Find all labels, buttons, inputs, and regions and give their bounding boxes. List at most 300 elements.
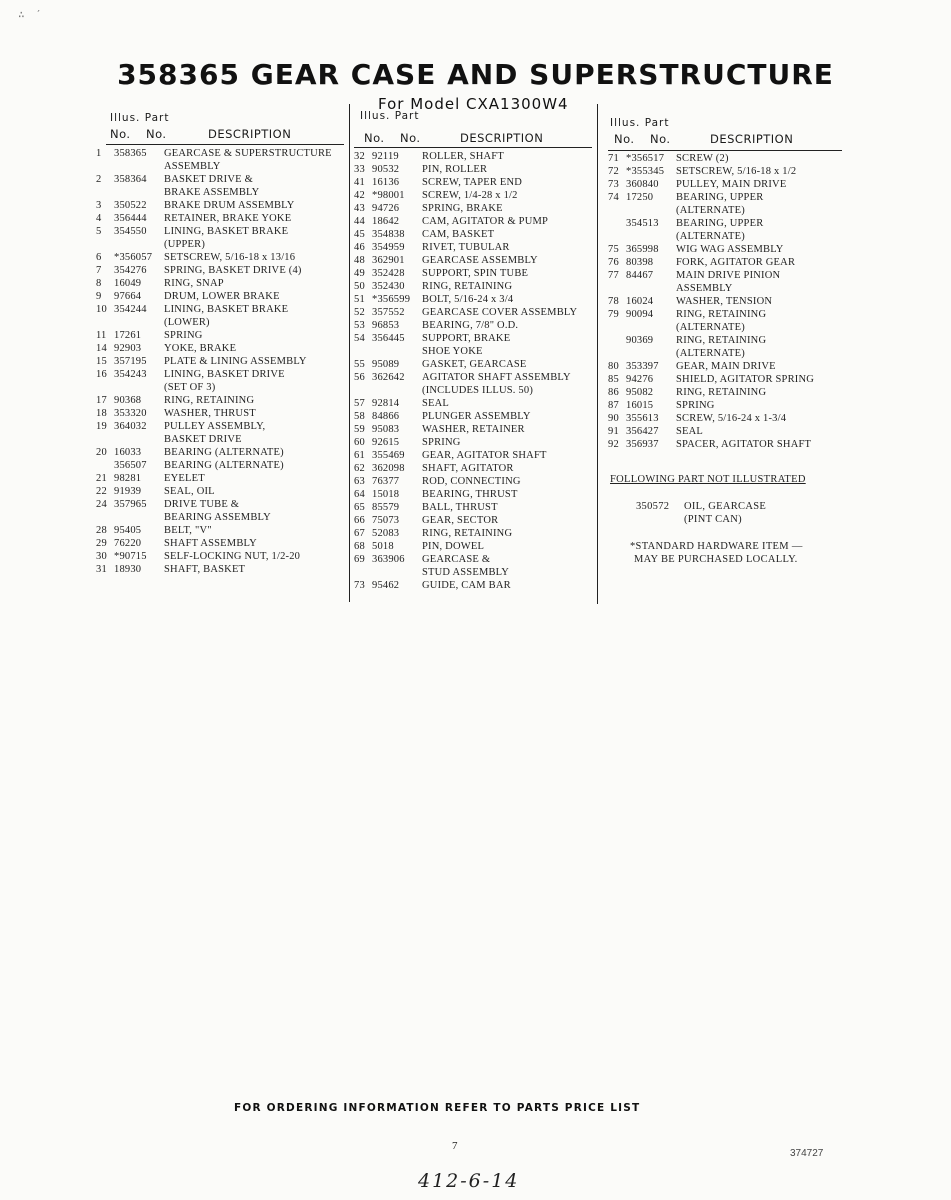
parts-row — [354, 423, 594, 436]
illus-number: 66 — [354, 515, 365, 526]
part-description: GEARCASE ASSEMBLY — [422, 255, 538, 266]
part-description: SHIELD, AGITATOR SPRING — [676, 374, 815, 385]
part-description: BRAKE DRUM ASSEMBLY — [164, 200, 295, 211]
part-number: 352430 — [372, 281, 405, 292]
parts-row — [608, 412, 848, 425]
part-number: 356427 — [626, 426, 659, 437]
part-number: 357195 — [114, 356, 147, 367]
column-header-illus-part: Illus. Part — [610, 117, 670, 129]
part-description: BEARING, UPPER — [676, 192, 764, 203]
part-number: 95089 — [372, 359, 400, 370]
part-number: 356507 — [114, 460, 147, 471]
part-number: *356599 — [372, 294, 411, 305]
part-description: WASHER, TENSION — [676, 296, 773, 307]
part-description: BEARING, 7/8" O.D. — [422, 320, 519, 331]
column-header-ill-no: No. — [364, 131, 385, 145]
parts-row — [354, 488, 594, 501]
illus-number: 57 — [354, 398, 365, 409]
illus-number: 74 — [608, 192, 619, 203]
illus-number: 29 — [96, 538, 107, 549]
part-number: 17261 — [114, 330, 142, 341]
parts-row — [354, 371, 594, 384]
column-header-rule — [106, 144, 344, 145]
illus-number: 15 — [96, 356, 107, 367]
page-number: 7 — [452, 1140, 458, 1152]
part-description: BEARING (ALTERNATE) — [164, 447, 284, 458]
illus-number: 53 — [354, 320, 365, 331]
part-description: RING, RETAINING — [422, 528, 513, 539]
part-number: 364032 — [114, 421, 147, 432]
part-description: (ALTERNATE) — [676, 322, 745, 333]
parts-row — [354, 436, 594, 449]
part-description: (ALTERNATE) — [676, 231, 745, 242]
part-description: LINING, BASKET DRIVE — [164, 369, 285, 380]
part-description: SCREW, 1/4-28 x 1/2 — [422, 190, 518, 201]
column-divider-2 — [597, 104, 598, 604]
column-divider-1 — [349, 104, 350, 602]
column-header-description: DESCRIPTION — [460, 131, 544, 145]
part-number: 362098 — [372, 463, 405, 474]
part-description: SEAL, OIL — [164, 486, 215, 497]
part-description: EYELET — [164, 473, 205, 484]
part-number: 354959 — [372, 242, 405, 253]
illus-number: 48 — [354, 255, 365, 266]
parts-row — [354, 449, 594, 462]
part-description: GEARCASE & — [422, 554, 491, 565]
part-number: 92119 — [372, 151, 399, 162]
part-number: 355613 — [626, 413, 659, 424]
part-description: BEARING, UPPER — [676, 218, 764, 229]
part-number: 363906 — [372, 554, 405, 565]
part-number: 80398 — [626, 257, 654, 268]
part-description: GEAR, MAIN DRIVE — [676, 361, 776, 372]
parts-row — [354, 241, 594, 254]
parts-row — [354, 358, 594, 371]
illus-number: 44 — [354, 216, 365, 227]
part-description: DRUM, LOWER BRAKE — [164, 291, 280, 302]
illus-number: 19 — [96, 421, 107, 432]
part-description: SPRING, BRAKE — [422, 203, 503, 214]
part-description: LINING, BASKET BRAKE — [164, 226, 289, 237]
corner-mark: ∴ ′ — [18, 8, 44, 21]
illus-number: 55 — [354, 359, 365, 370]
part-number — [372, 384, 422, 397]
parts-row — [608, 386, 848, 399]
parts-row — [354, 475, 594, 488]
parts-row — [354, 176, 594, 189]
parts-row — [608, 165, 848, 178]
part-description: SHAFT, AGITATOR — [422, 463, 514, 474]
illus-number: 78 — [608, 296, 619, 307]
part-description: SPACER, AGITATOR SHAFT — [676, 439, 812, 450]
parts-row — [354, 150, 594, 163]
part-number: 16015 — [626, 400, 654, 411]
part-description: MAIN DRIVE PINION — [676, 270, 781, 281]
illus-number: 2 — [96, 174, 102, 185]
illus-number: 5 — [96, 226, 102, 237]
part-description: SETSCREW, 5/16-18 x 1/2 — [676, 166, 797, 177]
illus-number: 50 — [354, 281, 365, 292]
parts-row — [608, 308, 848, 321]
part-number — [626, 282, 676, 295]
illus-number — [96, 511, 114, 524]
column-header-ill-no: No. — [110, 127, 131, 141]
parts-row — [354, 579, 594, 592]
parts-row — [96, 329, 346, 342]
parts-row — [96, 498, 346, 511]
parts-row — [608, 321, 848, 334]
parts-row — [96, 485, 346, 498]
part-number: 353397 — [626, 361, 659, 372]
part-number: 91939 — [114, 486, 142, 497]
parts-row — [608, 347, 848, 360]
column-header-description: DESCRIPTION — [208, 127, 292, 141]
parts-row — [354, 384, 594, 397]
illus-number: 72 — [608, 166, 619, 177]
parts-row — [354, 332, 594, 345]
part-description: RING, RETAINING — [676, 387, 767, 398]
part-number: 360840 — [626, 179, 659, 190]
part-description: BEARING ASSEMBLY — [164, 512, 271, 523]
part-description: PLATE & LINING ASSEMBLY — [164, 356, 307, 367]
part-number: 97664 — [114, 291, 142, 302]
parts-rows-3 — [608, 152, 848, 451]
parts-row — [96, 550, 346, 563]
part-description: (INCLUDES ILLUS. 50) — [422, 385, 534, 396]
parts-row — [354, 319, 594, 332]
parts-row — [96, 459, 346, 472]
part-number: 355469 — [372, 450, 405, 461]
parts-row — [354, 540, 594, 553]
part-number: 85579 — [372, 502, 400, 513]
parts-row — [96, 563, 346, 576]
hardware-note: *STANDARD HARDWARE ITEM — — [630, 541, 803, 552]
parts-row — [608, 269, 848, 282]
part-number: 15018 — [372, 489, 400, 500]
part-description: STUD ASSEMBLY — [422, 567, 510, 578]
part-description: ASSEMBLY — [676, 283, 733, 294]
document-number: 374727 — [790, 1148, 824, 1159]
illus-number: 56 — [354, 372, 365, 383]
column-header-rule — [354, 147, 592, 148]
illus-number — [96, 459, 114, 472]
part-number: *356057 — [114, 252, 153, 263]
part-number: 76377 — [372, 476, 400, 487]
part-description: BEARING, THRUST — [422, 489, 518, 500]
not-illustrated-description: OIL, GEARCASE — [684, 501, 767, 512]
part-description: WIG WAG ASSEMBLY — [676, 244, 784, 255]
part-number: 16136 — [372, 177, 400, 188]
illus-number: 59 — [354, 424, 365, 435]
part-description: RING, RETAINING — [164, 395, 255, 406]
parts-row — [608, 295, 848, 308]
illus-number: 69 — [354, 554, 365, 565]
parts-row — [354, 514, 594, 527]
part-number: 94276 — [626, 374, 654, 385]
parts-row — [608, 425, 848, 438]
part-number: 362901 — [372, 255, 405, 266]
part-number — [114, 511, 164, 524]
part-number: 354243 — [114, 369, 147, 380]
parts-row — [354, 501, 594, 514]
illus-number: 52 — [354, 307, 365, 318]
part-description: ROLLER, SHAFT — [422, 151, 504, 162]
illus-number — [96, 316, 114, 329]
parts-row — [608, 152, 848, 165]
not-illustrated-part-number: 350572 — [636, 501, 670, 512]
parts-row — [96, 342, 346, 355]
illus-number — [354, 384, 372, 397]
part-description: SUPPORT, SPIN TUBE — [422, 268, 529, 279]
illus-number: 41 — [354, 177, 365, 188]
parts-row — [608, 373, 848, 386]
illus-number: 58 — [354, 411, 365, 422]
column-header-ill-no: No. — [614, 132, 635, 146]
parts-row — [608, 191, 848, 204]
parts-row — [96, 160, 346, 173]
illus-number: 43 — [354, 203, 365, 214]
part-description: LINING, BASKET BRAKE — [164, 304, 289, 315]
parts-row — [608, 360, 848, 373]
part-number: 354550 — [114, 226, 147, 237]
parts-row — [354, 254, 594, 267]
illus-number: 90 — [608, 413, 619, 424]
parts-row — [354, 566, 594, 579]
part-description: PLUNGER ASSEMBLY — [422, 411, 531, 422]
part-number: 90094 — [626, 309, 654, 320]
parts-row — [96, 199, 346, 212]
part-description: BOLT, 5/16-24 x 3/4 — [422, 294, 514, 305]
illus-number: 18 — [96, 408, 107, 419]
illus-number: 24 — [96, 499, 107, 510]
part-number: 95405 — [114, 525, 142, 536]
illus-number — [96, 433, 114, 446]
parts-row — [608, 230, 848, 243]
parts-row — [96, 277, 346, 290]
parts-row — [96, 212, 346, 225]
part-number — [626, 347, 676, 360]
parts-row — [354, 163, 594, 176]
illus-number: 62 — [354, 463, 365, 474]
part-description: BASKET DRIVE & — [164, 174, 253, 185]
part-number: 357552 — [372, 307, 405, 318]
illus-number: 60 — [354, 437, 365, 448]
parts-row — [96, 407, 346, 420]
parts-row — [96, 446, 346, 459]
illus-number: 33 — [354, 164, 365, 175]
parts-row — [354, 189, 594, 202]
illus-number — [96, 186, 114, 199]
part-number: 358364 — [114, 174, 147, 185]
parts-row — [96, 238, 346, 251]
part-number: 84467 — [626, 270, 654, 281]
part-number: 354244 — [114, 304, 147, 315]
parts-row — [354, 410, 594, 423]
parts-column-2 — [354, 110, 594, 600]
illus-number: 75 — [608, 244, 619, 255]
parts-row — [96, 355, 346, 368]
part-description: CAM, BASKET — [422, 229, 495, 240]
page-title: 358365 GEAR CASE AND SUPERSTRUCTURE — [117, 58, 834, 91]
parts-column-1 — [96, 112, 346, 592]
illus-number: 32 — [354, 151, 365, 162]
parts-row — [608, 204, 848, 217]
illus-number — [96, 381, 114, 394]
part-number: *355345 — [626, 166, 665, 177]
illus-number — [608, 204, 626, 217]
part-description: SETSCREW, 5/16-18 x 13/16 — [164, 252, 296, 263]
part-number: 354513 — [626, 218, 659, 229]
part-description: FORK, AGITATOR GEAR — [676, 257, 796, 268]
part-number: 356445 — [372, 333, 405, 344]
illus-number — [608, 347, 626, 360]
part-number: 96853 — [372, 320, 400, 331]
illus-number: 16 — [96, 369, 107, 380]
illus-number: 21 — [96, 473, 107, 484]
part-number: 92903 — [114, 343, 142, 354]
part-description: SPRING — [164, 330, 203, 341]
part-description: (SET OF 3) — [164, 382, 216, 393]
illus-number: 67 — [354, 528, 365, 539]
part-number — [372, 566, 422, 579]
part-description: SHAFT ASSEMBLY — [164, 538, 257, 549]
parts-row — [608, 399, 848, 412]
part-description: BRAKE ASSEMBLY — [164, 187, 260, 198]
part-number: 357965 — [114, 499, 147, 510]
part-description: WASHER, RETAINER — [422, 424, 525, 435]
part-number: 90369 — [626, 335, 654, 346]
parts-column-3 — [608, 117, 848, 587]
illus-number: 11 — [96, 330, 107, 341]
illus-number: 9 — [96, 291, 102, 302]
part-number — [372, 345, 422, 358]
part-description: SCREW (2) — [676, 153, 729, 164]
illus-number: 45 — [354, 229, 365, 240]
parts-row — [96, 420, 346, 433]
parts-row — [608, 438, 848, 451]
part-number: 352428 — [372, 268, 405, 279]
illus-number: 91 — [608, 426, 619, 437]
part-number: *356517 — [626, 153, 665, 164]
parts-row — [96, 186, 346, 199]
illus-number: 68 — [354, 541, 365, 552]
part-description: (ALTERNATE) — [676, 205, 745, 216]
illus-number: 65 — [354, 502, 365, 513]
illus-number: 86 — [608, 387, 619, 398]
part-description: PIN, DOWEL — [422, 541, 485, 552]
column-header-description: DESCRIPTION — [710, 132, 794, 146]
parts-row — [354, 345, 594, 358]
illus-number — [96, 160, 114, 173]
illus-number: 71 — [608, 153, 619, 164]
parts-row — [96, 433, 346, 446]
part-number — [114, 238, 164, 251]
part-description: AGITATOR SHAFT ASSEMBLY — [422, 372, 571, 383]
illus-number: 4 — [96, 213, 102, 224]
illus-number — [608, 334, 626, 347]
illus-number: 73 — [354, 580, 365, 591]
part-description: SEAL — [422, 398, 450, 409]
parts-row — [96, 173, 346, 186]
part-number — [626, 321, 676, 334]
parts-row — [354, 397, 594, 410]
illus-number: 28 — [96, 525, 107, 536]
part-number: 92615 — [372, 437, 400, 448]
part-description: BASKET DRIVE — [164, 434, 242, 445]
part-description: ASSEMBLY — [164, 161, 221, 172]
illus-number: 30 — [96, 551, 107, 562]
part-number: 95462 — [372, 580, 400, 591]
part-number: 16049 — [114, 278, 142, 289]
illus-number: 54 — [354, 333, 365, 344]
part-description: SEAL — [676, 426, 704, 437]
part-number — [114, 433, 164, 446]
model-subtitle: For Model CXA1300W4 — [378, 95, 569, 113]
part-number: 94726 — [372, 203, 400, 214]
illus-number: 85 — [608, 374, 619, 385]
part-description: PIN, ROLLER — [422, 164, 488, 175]
part-number: 350522 — [114, 200, 147, 211]
part-description: (UPPER) — [164, 239, 206, 250]
part-number: 362642 — [372, 372, 405, 383]
illus-number — [608, 217, 626, 230]
part-description: SPRING — [422, 437, 461, 448]
part-number: 76220 — [114, 538, 142, 549]
column-header-illus-part: Illus. Part — [360, 110, 420, 122]
part-number: 356444 — [114, 213, 147, 224]
illus-number: 51 — [354, 294, 365, 305]
part-number: 18930 — [114, 564, 142, 575]
column-header-part-no: No. — [400, 131, 421, 145]
illus-number: 92 — [608, 439, 619, 450]
part-description: YOKE, BRAKE — [164, 343, 237, 354]
part-description: RIVET, TUBULAR — [422, 242, 510, 253]
part-number: 354838 — [372, 229, 405, 240]
illus-number: 1 — [96, 148, 102, 159]
part-description: GUIDE, CAM BAR — [422, 580, 511, 591]
parts-row — [96, 147, 346, 160]
parts-row — [608, 243, 848, 256]
illus-number: 87 — [608, 400, 619, 411]
parts-row — [96, 303, 346, 316]
illus-number: 22 — [96, 486, 107, 497]
part-description: BEARING (ALTERNATE) — [164, 460, 284, 471]
illus-number: 77 — [608, 270, 619, 281]
illus-number: 20 — [96, 447, 107, 458]
parts-row — [354, 553, 594, 566]
part-number: 90368 — [114, 395, 142, 406]
parts-row — [96, 472, 346, 485]
handwritten-note: 412-6-14 — [418, 1170, 520, 1192]
part-number — [114, 381, 164, 394]
part-number: 98281 — [114, 473, 142, 484]
parts-row — [354, 293, 594, 306]
column-header-rule — [608, 150, 842, 151]
parts-row — [96, 524, 346, 537]
illus-number: 3 — [96, 200, 102, 211]
parts-row — [96, 264, 346, 277]
part-number: 84866 — [372, 411, 400, 422]
part-number: 95082 — [626, 387, 654, 398]
illus-number: 10 — [96, 304, 107, 315]
illus-number: 61 — [354, 450, 365, 461]
part-description: SPRING — [676, 400, 715, 411]
part-number: 75073 — [372, 515, 400, 526]
part-number: 354276 — [114, 265, 147, 276]
hardware-note-2: MAY BE PURCHASED LOCALLY. — [634, 554, 798, 565]
parts-row — [608, 334, 848, 347]
parts-row — [608, 282, 848, 295]
